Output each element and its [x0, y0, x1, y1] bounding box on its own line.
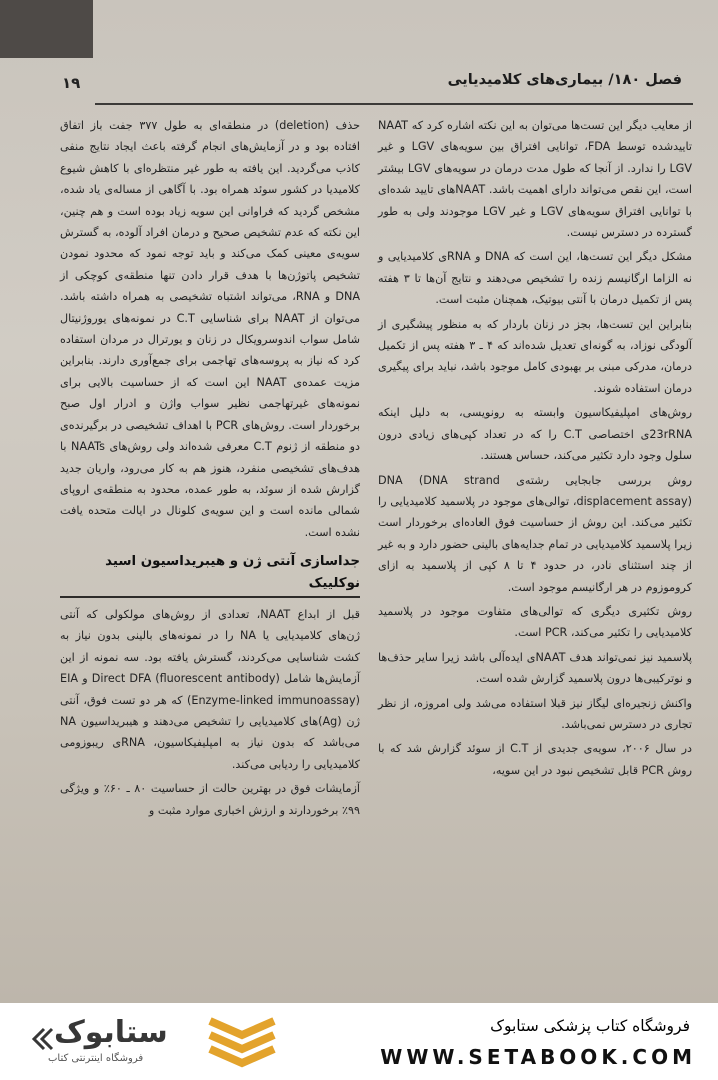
paragraph: بنابراین این تست‌ها، بجز در زنان باردار که به منظور پیشگیری از آلودگی نوزاد، به گونه‌ای تعدیل شده‌اند که ۴ ـ ۳ هفته پس از تکمیل درمان، مدرکی مبنی بر بهبودی کامل موجود باشد، نباید برای پیگیری درمان استفاده شوند. [378, 317, 693, 395]
logo-subtitle: فروشگاه اینترنتی کتاب [48, 1053, 144, 1064]
paragraph: روش تکثیری دیگری که توالی‌های متفاوت موجود در پلاسمید کلامیدیایی را تکثیر می‌کند، PCR است. [378, 604, 692, 640]
store-name: فروشگاه کتاب پزشکی ستابوک [490, 1017, 690, 1035]
paragraph: قبل از ابداع NAAT، تعدادی از روش‌های مولکولی که آنتی ژن‌های کلامیدیایی یا NA را در نمونه‌های بالینی بدون نیاز به کشت شناسایی می‌کردند، گسترش یافته بود. سه نمونه از این آزمایش‌ها شامل Direct DFA (fluorescent antibody) و EIA (Enzyme-linked immunoassay) که هر دو تست فوق، آنتی ژن (Ag)های کلامیدیایی را تشخیص می‌دهند و هیبریداسیون NA می‌باشد که بدون نیاز به امپلیفیکاسیون، RNAی ریبوزومی کلامیدیایی را ردیابی می‌کند. [60, 607, 361, 771]
left-column [60, 115, 360, 824]
chapter-title: فصل ۱۸۰/ بیماری‌های کلامیدیایی [447, 72, 682, 88]
paragraph: آزمایشات فوق در بهترین حالت از حساسیت ۸۰ ـ ۶۰٪ و ویژگی ۹۹٪ برخوردارند و ارزش اخباری موارد مثبت و [60, 782, 360, 817]
logo-wordmark: ستابوک [54, 1015, 168, 1050]
page-corner-tab [0, 0, 93, 58]
paragraph: روش بررسی جابجایی رشته‌ی DNA (DNA strand displacement assay)، توالی‌های موجود در پلاسمید کلامیدیایی را تکثیر می‌کند. این روش از حساسیت فوق العاده‌ای برخوردار است زیرا پلاسمید کلامیدیایی در تمام جدایه‌های بالینی حضور دارد و به غیر از چند استثنای نادر، در حدود ۴ تا ۸ کپی از پلاسمید به ازای کروموزوم در هر ارگانیسم موجود است. [378, 473, 692, 594]
paragraph: روش‌های امپلیفیکاسیون وابسته به رونویسی، به دلیل اینکه 23rRNAی اختصاصی C.T را که در تعداد کپی‌های زیادی درون سلول وجود دارد تکثیر می‌کند، حساس هستند. [378, 406, 692, 463]
setabook-logo[interactable] [30, 1015, 280, 1071]
header-divider [95, 103, 693, 105]
paragraph: پلاسمید نیز نمی‌تواند هدف NAATی ایده‌آلی باشد زیرا سایر حذف‌ها و نوترکیبی‌ها درون پلاسمید گزارش شده است. [378, 650, 692, 686]
paragraph: حذف (deletion) در منطقه‌ای به طول ۳۷۷ جفت باز اتفاق افتاده بود و در آزمایش‌های انجام گرفته باعث ایجاد نتایج منفی کاذب می‌گردید. این یافته به طور غیر منتظره‌ای با کاهش شیوع کلامیدیا در کشور سوئد همراه بود. با آگاهی از مساله‌ی یاد شده، مشخص گردید که فراوانی این سویه زیاد بوده است و هم چنین، این نکته که عدم تشخیص صحیح و درمان افراد آلوده، به گسترش سویه‌ی معینی کمک می‌کند و باید توجه نمود که محدود نمودن تشخیص پاتوژن‌ها با هدف قرار دادن تنها منطقه‌ی کوچکی از DNA و RNA، می‌تواند اشتباه تشخیصی به همراه داشته باشد. می‌توان از NAAT برای شناسایی C.T در نمونه‌های یوروژنیتال شامل سواب اندوسرویکال در زنان و یورترال در مردان استفاده کرد که نیاز به پروسه‌های تهاجمی برای جمع‌آوری دارند. بنابراین مزیت عمده‌ی NAAT این است که از حساسیت بالایی برای نمونه‌های غیرتهاجمی نظیر سواب واژن و ادرار اول صبح برخوردار است. روش‌های PCR با اهداف تشخیصی در برگیرنده‌ی دو منطقه از ژنوم C.T معرفی شده‌اند ولی روش‌های NAATs با هدف‌های تشخیصی منفرد، هنوز هم به کار می‌رود، واریان جدید گزارش شده از سوئد، به طور عمده، محدود به منطقه‌ی اروپای شمالی مانده است و این سویه‌ی کلونال در ایالت متحده یافت نشده است. [60, 119, 361, 539]
page-header [0, 60, 718, 105]
paragraph: از معایب دیگر این تست‌ها می‌توان به این نکته اشاره کرد که NAAT تاییدشده توسط FDA، توانایی افتراق بین سویه‌های LGV و غیر LGV را ندارد. از آنجا که طول مدت درمان در سویه‌های LGV بیشتر است، این نقص می‌تواند دارای اهمیت باشد. NAATهای تایید شده‌ای با توانایی افتراق سویه‌های LGV و غیر LGV موجودند ولی به طور گسترده در دسترس نیست. [378, 119, 693, 240]
section-heading: جداسازی آنتی ژن و هیبریداسیون اسید نوکلییک [60, 551, 360, 598]
page-number: ۱۹ [62, 74, 81, 92]
store-url-link[interactable]: WWW.SETABOOK.COM [380, 1045, 696, 1069]
right-column [378, 115, 692, 784]
store-footer [0, 1003, 718, 1080]
paragraph: مشکل دیگر این تست‌ها، این است که DNA و RNAی کلامیدیایی و نه الزاما ارگانیسم زنده را تشخیص می‌دهند و نتایج آن‌ها تا ۳ هفته پس از تکمیل درمان با آنتی بیوتیک، همچنان مثبت است. [378, 250, 692, 307]
paragraph: واکنش زنجیره‌ای لیگاز نیز قبلا استفاده می‌شد ولی امروزه، از نظر تجاری در دسترس نمی‌باشد. [378, 696, 692, 731]
paragraph: در سال ۲۰۰۶، سویه‌ی جدیدی از C.T از سوئد گزارش شد که با روش PCR قابل تشخیص نبود در این سویه، [378, 742, 692, 777]
